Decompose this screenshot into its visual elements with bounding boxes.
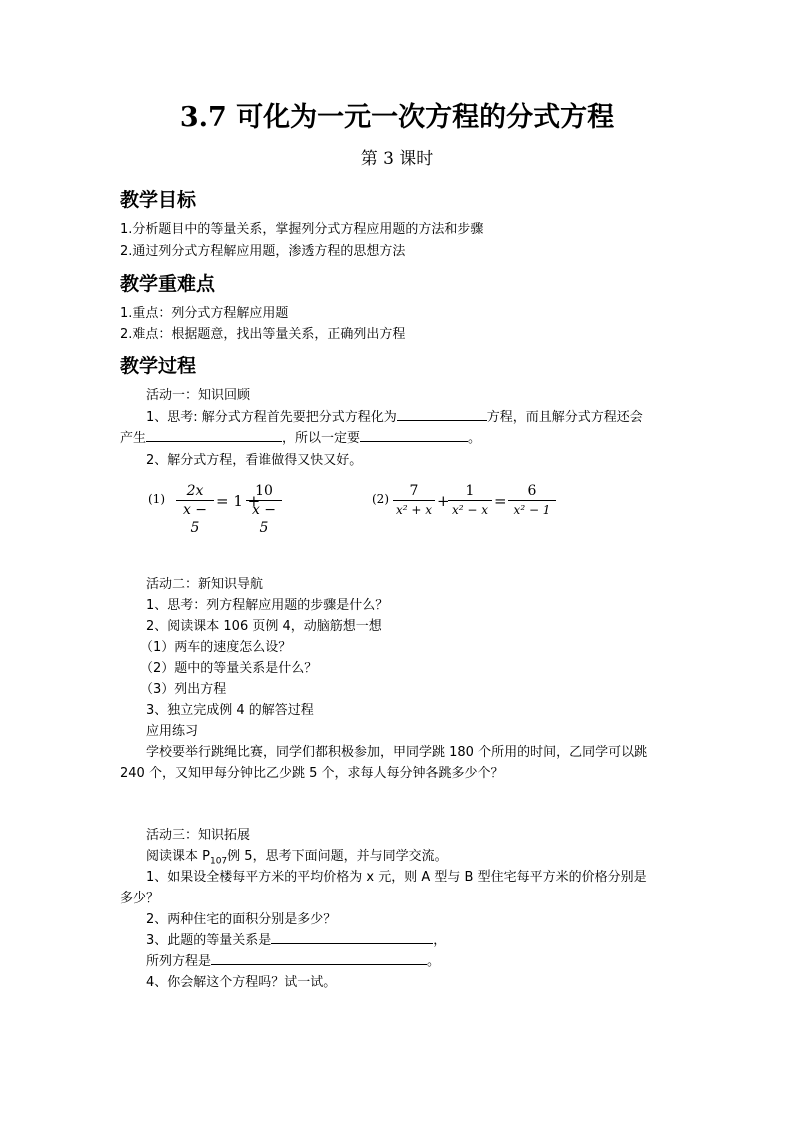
eq1-rhs-num: 10 [255, 483, 273, 499]
goal-item-2: 2.通过列分式方程解应用题，渗透方程的思想方法 [120, 244, 406, 259]
activity-1-q2: 2、解分式方程，看谁做得又快又好。 [146, 453, 363, 468]
read-text-b: 例 5，思考下面问题，并与同学交流。 [227, 849, 448, 864]
eq1-rhs-den: x − 5 [251, 502, 277, 536]
eq2-c-num: 6 [527, 483, 537, 499]
activity-2-line-2: 2、阅读课本 106 页例 4，动脑筋想一想 [146, 619, 382, 634]
eq2-equals: = [494, 492, 507, 510]
eq1-mid: = 1 + [216, 492, 261, 510]
q1-text-c: 产生 [120, 431, 147, 446]
blank-5[interactable] [211, 952, 427, 965]
eq2-a-fraction [393, 482, 435, 519]
eq2-c-den: x² − 1 [513, 503, 551, 517]
read-text-a: 阅读课本 P [146, 849, 210, 864]
activity-2-line-6: 3、独立完成例 4 的解答过程 [146, 703, 314, 718]
activity-2-title: 活动二：新知识导航 [146, 577, 264, 592]
eq1-rhs-fraction [246, 482, 282, 537]
practice-text-line2: 240 个，又知甲每分钟比乙少跳 5 个，求每人每分钟各跳多少个？ [120, 766, 504, 781]
eq2-a-num: 7 [409, 483, 419, 499]
practice-title: 应用练习 [146, 724, 199, 739]
blank-3[interactable] [360, 429, 468, 442]
activity-3-q3-line1 [146, 931, 446, 951]
eq2-c-fraction [508, 482, 556, 519]
eq2-b-num: 1 [465, 483, 475, 499]
practice-text-line1: 学校要举行跳绳比赛，同学们都积极参加，甲同学跳 180 个所用的时间，乙同学可以跳 [146, 745, 648, 760]
blank-1[interactable] [397, 408, 487, 421]
eq1-lhs-num: 2x [186, 483, 204, 499]
q1-text-a: 1、思考: 解分式方程首先要把分式方程化为 [146, 410, 397, 425]
eq1-lhs-fraction [176, 482, 214, 537]
activity-1-q1-line2 [120, 429, 481, 449]
goal-item-1: 1.分析题目中的等量关系，掌握列分式方程应用题的方法和步骤 [120, 222, 484, 237]
activity-2-line-4: （2）题中的等量关系是什么？ [140, 661, 318, 676]
eq2-a-den: x² + x [395, 503, 433, 517]
eq2-plus: + [437, 492, 450, 510]
activity-3-title: 活动三：知识拓展 [146, 828, 251, 843]
blank-2[interactable] [146, 429, 282, 442]
q3-text-a: 3、此题的等量关系是 [146, 933, 272, 948]
q1-text-d: ，所以一定要 [282, 431, 361, 446]
activity-2-line-1: 1、思考：列方程解应用题的步骤是什么？ [146, 598, 389, 613]
q3-text-b: ， [433, 933, 447, 948]
eq1-label: (1) [148, 492, 165, 506]
page-subtitle: 第 3 课时 [360, 149, 434, 169]
activity-3-q1-line2: 多少？ [120, 891, 160, 906]
activity-1-title: 活动一：知识回顾 [146, 388, 251, 403]
goals-heading: 教学目标 [120, 189, 197, 211]
activity-2-line-3: （1）两车的速度怎么设？ [140, 640, 292, 655]
activity-3-q1-line1: 1、如果设全楼每平方米的平均价格为 x 元，则 A 型与 B 型住宅每平方米的价格分别是 [146, 870, 647, 885]
blank-4[interactable] [271, 931, 433, 944]
process-heading: 教学过程 [120, 355, 197, 377]
activity-3-q4: 4、你会解这个方程吗？试一试。 [146, 975, 337, 990]
q3-text-c: 所列方程是 [146, 954, 212, 969]
activity-2-line-5: （3）列出方程 [140, 682, 227, 697]
key-point-1: 1.重点：列分式方程解应用题 [120, 306, 289, 321]
activity-3-q2: 2、两种住宅的面积分别是多少？ [146, 912, 337, 927]
activity-3-q3-line2 [146, 952, 440, 972]
page-title: 3.7 可化为一元一次方程的分式方程 [179, 102, 615, 133]
eq2-label: (2) [372, 492, 389, 506]
q3-text-d: 。 [427, 954, 441, 969]
eq2-b-den: x² − x [451, 503, 489, 517]
page-subscript: 107 [209, 856, 228, 867]
eq1-lhs-den: x − 5 [182, 502, 208, 536]
q1-text-e: 。 [468, 431, 482, 446]
activity-1-q1-line1 [146, 408, 643, 428]
q1-text-b: 方程，而且解分式方程还会 [486, 410, 643, 425]
key-points-heading: 教学重难点 [120, 273, 216, 295]
key-point-2: 2.难点：根据题意，找出等量关系，正确列出方程 [120, 327, 406, 342]
eq2-b-fraction [448, 482, 492, 519]
